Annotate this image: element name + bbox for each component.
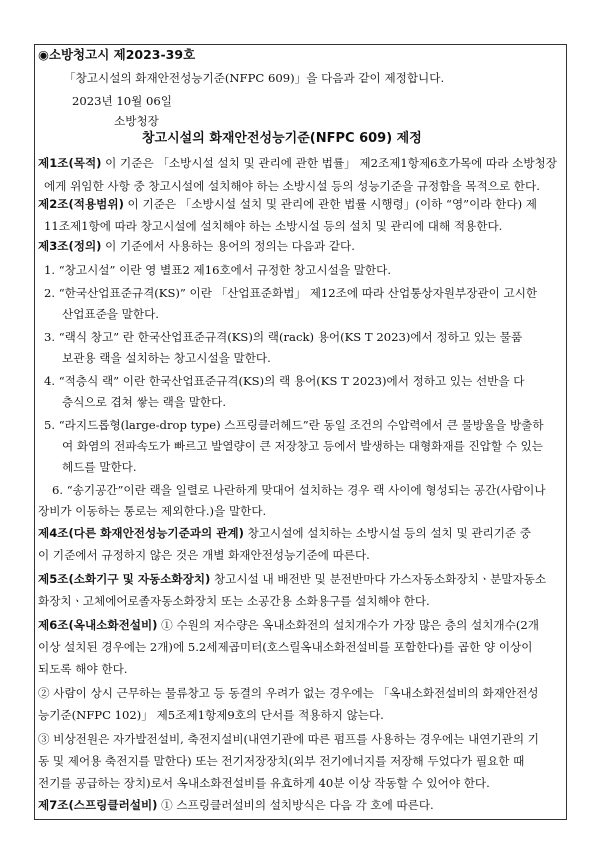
notice-number: ◉소방청고시 제2023-39호: [38, 47, 196, 62]
article-3-text-1: 이 기준에서 사용하는 용어의 정의는 다음과 같다.: [101, 239, 355, 253]
article-7-text-1: ① 스프링클러설비의 설치방식은 다음 각 호에 따른다.: [157, 798, 434, 812]
notice-intro: 「창고시설의 화재안전성능기준(NFPC 609)」을 다음과 같이 제정합니다.: [64, 71, 445, 85]
article-6-para-2-line-2: 능기준(NFPC 102)」 제5조제1항제9호의 단서를 적용하지 않는다.: [38, 708, 384, 722]
article-4-line-1: [38, 525, 531, 541]
definition-5-line-1: 5. “라지드롭형(large-drop type) 스프링클러헤드”란 동일 조건의 수압력에서 큰 물방울을 방출하: [44, 418, 544, 432]
notice-issuer: 소방청장: [114, 114, 159, 128]
definition-3-line-2: 보관용 랙을 설치하는 창고시설을 말한다.: [62, 351, 271, 365]
article-6-line-3: 되도록 해야 한다.: [38, 662, 128, 676]
article-6-para-3-line-3: 전기를 공급하는 장치)로서 옥내소화전설비를 유효하게 40분 이상 작동할 수 있어야 한다.: [38, 776, 490, 790]
article-6-para-2-line-1: ② 사람이 상시 근무하는 물류창고 등 동결의 우려가 없는 경우에는 「옥내소화전설비의 화재안전성: [38, 686, 539, 700]
article-2-line-2: 11조제1항에 따라 창고시설에 설치해야 하는 소방시설 등의 설치 및 관리에 대해 적용한다.: [44, 219, 503, 233]
article-5-line-1: [38, 571, 546, 587]
article-5-line-2: 화장치ㆍ고체에어로졸자동소화장치 또는 소공간용 소화용구를 설치해야 한다.: [38, 594, 430, 608]
article-1-text-1: 이 기준은 「소방시설 설치 및 관리에 관한 법률」 제2조제1항제6호가목에 따라 소방청장: [101, 156, 557, 170]
definition-4-line-1: 4. “적층식 랙” 이란 한국산업표준규격(KS)의 랙 용어(KS T 2023)에서 정하고 있는 선반을 다: [44, 374, 525, 388]
article-6-para-3-line-2: 동 및 제어용 축전지를 말한다) 또는 전기저장장치(외부 전기에너지를 저장해 두었다가 필요한 때: [38, 754, 525, 768]
article-2-text-1: 이 기준은 「소방시설 설치 및 관리에 관한 법률 시행령」(이하 “영”이라 한다) 제: [123, 197, 537, 211]
article-1-heading: 제1조(목적): [38, 156, 102, 170]
article-6-heading: 제6조(옥내소화전설비): [38, 618, 158, 632]
article-6-para-3-line-1: ③ 비상전원은 자가발전설비, 축전지설비(내연기관에 따른 펌프를 사용하는 경우에는 내연기관의 기: [38, 732, 539, 746]
article-7-heading: 제7조(스프링클러설비): [38, 798, 158, 812]
definition-6-line-2: 장비가 이동하는 통로는 제외한다.)을 말한다.: [38, 504, 267, 518]
article-4-heading: 제4조(다른 화재안전성능기준과의 관계): [38, 526, 244, 540]
article-6-text-1: ① 수원의 저수량은 옥내소화전의 설치개수가 가장 많은 층의 설치개수(2개: [157, 618, 539, 632]
definition-2-line-1: 2. “한국산업표준규격(KS)” 이란 「산업표준화법」 제12조에 따라 산업통상자원부장관이 고시한: [44, 286, 538, 300]
article-4-text-1: 창고시설에 설치하는 소방시설 등의 설치 및 관리기준 중: [243, 526, 532, 540]
article-3-line-1: [38, 238, 355, 254]
article-1-line-1: [38, 155, 557, 171]
definition-5-line-2: 여 화염의 전파속도가 빠르고 발열량이 큰 저장창고 등에서 발생하는 대형화재를 진압할 수 있는: [62, 439, 544, 453]
definition-4-line-2: 층식으로 겹쳐 쌓는 랙을 말한다.: [62, 395, 227, 409]
definition-5-line-3: 헤드를 말한다.: [62, 460, 137, 474]
doc-title: 창고시설의 화재안전성능기준(NFPC 609) 제정: [142, 131, 422, 146]
article-3-heading: 제3조(정의): [38, 239, 102, 253]
article-7-line-1: [38, 797, 434, 813]
article-5-heading: 제5조(소화기구 및 자동소화장치): [38, 572, 211, 586]
article-4-line-2: 이 기준에서 규정하지 않은 것은 개별 화재안전성능기준에 따른다.: [38, 548, 370, 562]
article-1-line-2: 에게 위임한 사항 중 창고시설에 설치해야 하는 소방시설 등의 성능기준을 규정함을 목적으로 한다.: [44, 179, 540, 193]
article-2-line-1: [38, 196, 537, 212]
definition-2-line-2: 산업표준을 말한다.: [62, 307, 159, 321]
notice-date: 2023년 10월 06일: [72, 94, 172, 108]
article-2-heading: 제2조(적용범위): [38, 197, 124, 211]
article-6-line-1: [38, 617, 539, 633]
article-6-line-2: 이상 설치된 경우에는 2개)에 5.2세제곱미터(호스릴옥내소화전설비를 포함한다)를 곱한 양 이상이: [38, 640, 533, 654]
definition-1: 1. “창고시설” 이란 영 별표2 제16호에서 규정한 창고시설을 말한다.: [44, 263, 392, 277]
definition-6-line-1: 6. “송기공간”이란 랙을 일렬로 나란하게 맞대어 설치하는 경우 랙 사이에 형성되는 공간(사람이나: [52, 483, 546, 497]
definition-3-line-1: 3. “랙식 창고” 란 한국산업표준규격(KS)의 랙(rack) 용어(KS T 2023)에서 정하고 있는 물품: [44, 330, 523, 344]
article-5-text-1: 창고시설 내 배전반 및 분전반마다 가스자동소화장치ㆍ분말자동소: [210, 572, 547, 586]
